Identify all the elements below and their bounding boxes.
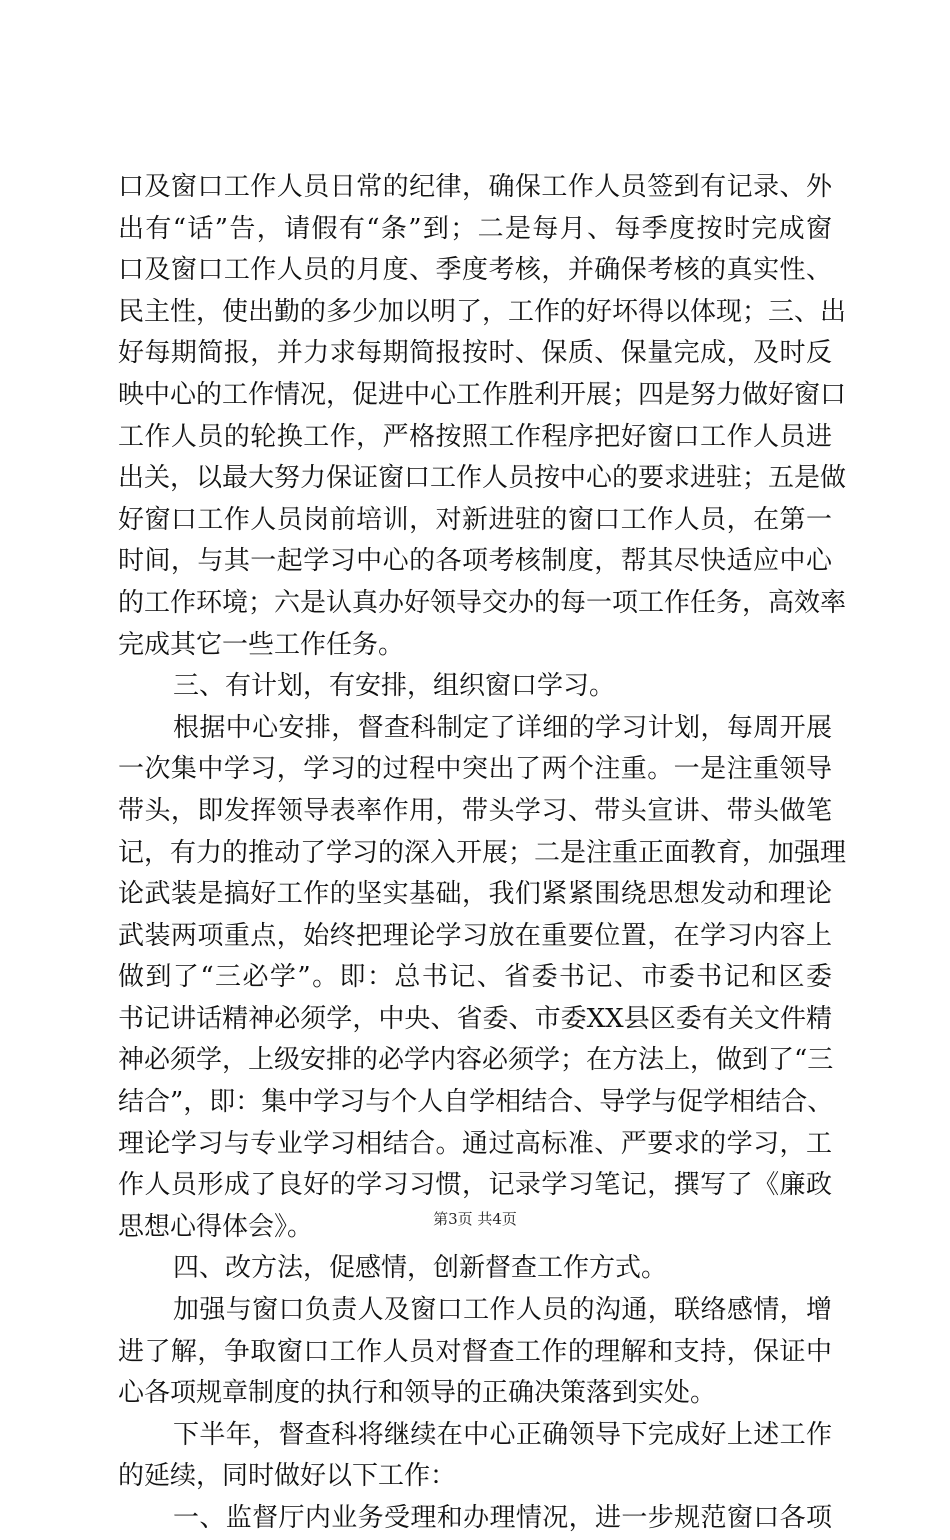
text-line: 一、监督厅内业务受理和办理情况，进一步规范窗口各项 xyxy=(173,1503,832,1533)
text-line: 一次集中学习，学习的过程中突出了两个注重。一是注重领导 xyxy=(118,754,832,785)
text-line: 武装两项重点，始终把理论学习放在重要位置，在学习内容上 xyxy=(118,920,832,951)
text-line: 出关，以最大努力保证窗口工作人员按中心的要求进驻；五是做 xyxy=(118,463,847,494)
page-number-footer: 第3页 共4页 xyxy=(433,1210,517,1228)
text-line: 民主性，使出勤的多少加以明了，工作的好坏得以体现；三、出 xyxy=(118,296,847,327)
text-line: 下半年，督查科将继续在中心正确领导下完成好上述工作 xyxy=(173,1419,832,1450)
text-line: 三、有计划，有安排，组织窗口学习。 xyxy=(173,671,616,702)
text-line: 的工作环境；六是认真办好领导交办的每一项工作任务，高效率 xyxy=(118,587,847,618)
text-line: 出有“话”告，请假有“条”到；二是每月、每季度按时完成窗 xyxy=(118,213,832,244)
text-line: 神必须学，上级安排的必学内容必须学；在方法上，做到了“三 xyxy=(118,1045,834,1076)
text-line: 结合”，即：集中学习与个人自学相结合、导学与促学相结合、 xyxy=(118,1087,834,1118)
document-body xyxy=(118,167,847,1540)
text-line: 加强与窗口负责人及窗口工作人员的沟通，联络感情，增 xyxy=(173,1295,832,1326)
text-line: 映中心的工作情况，促进中心工作胜利开展；四是努力做好窗口 xyxy=(118,379,847,410)
text-line: 的延续，同时做好以下工作： xyxy=(118,1461,457,1492)
text-line: 口及窗口工作人员的月度、季度考核，并确保考核的真实性、 xyxy=(118,255,832,286)
text-line: 论武装是搞好工作的坚实基础，我们紧紧围绕思想发动和理论 xyxy=(118,879,832,910)
text-line: 书记讲话精神必须学，中央、省委、市委XX县区委有关文件精 xyxy=(118,1003,832,1034)
text-line: 带头，即发挥领导表率作用，带头学习、带头宣讲、带头做笔 xyxy=(118,795,832,826)
text-line: 作人员形成了良好的学习习惯，记录学习笔记，撰写了《廉政 xyxy=(118,1170,832,1201)
text-line: 思想心得体会》。 xyxy=(118,1211,314,1242)
text-line: 口及窗口工作人员日常的纪律，确保工作人员签到有记录、外 xyxy=(118,172,832,202)
text-line: 理论学习与专业学习相结合。通过高标准、严要求的学习，工 xyxy=(118,1128,832,1159)
text-line: 根据中心安排，督查科制定了详细的学习计划，每周开展 xyxy=(173,712,832,743)
text-line: 好窗口工作人员岗前培训，对新进驻的窗口工作人员，在第一 xyxy=(118,504,832,535)
text-line: 记，有力的推动了学习的深入开展；二是注重正面教育，加强理 xyxy=(118,837,847,868)
text-line: 好每期简报，并力求每期简报按时、保质、保量完成，及时反 xyxy=(118,338,832,369)
text-line: 四、改方法，促感情，创新督查工作方式。 xyxy=(173,1253,668,1284)
text-line: 心各项规章制度的执行和领导的正确决策落到实处。 xyxy=(118,1378,717,1409)
text-line: 时间，与其一起学习中心的各项考核制度，帮其尽快适应中心 xyxy=(118,546,832,577)
text-line: 工作人员的轮换工作，严格按照工作程序把好窗口工作人员进 xyxy=(118,421,832,452)
text-line: 进了解，争取窗口工作人员对督查工作的理解和支持，保证中 xyxy=(118,1336,832,1367)
text-line: 做到了“三必学”。即：总书记、省委书记、市委书记和区委 xyxy=(118,962,832,993)
text-line: 完成其它一些工作任务。 xyxy=(118,629,405,660)
